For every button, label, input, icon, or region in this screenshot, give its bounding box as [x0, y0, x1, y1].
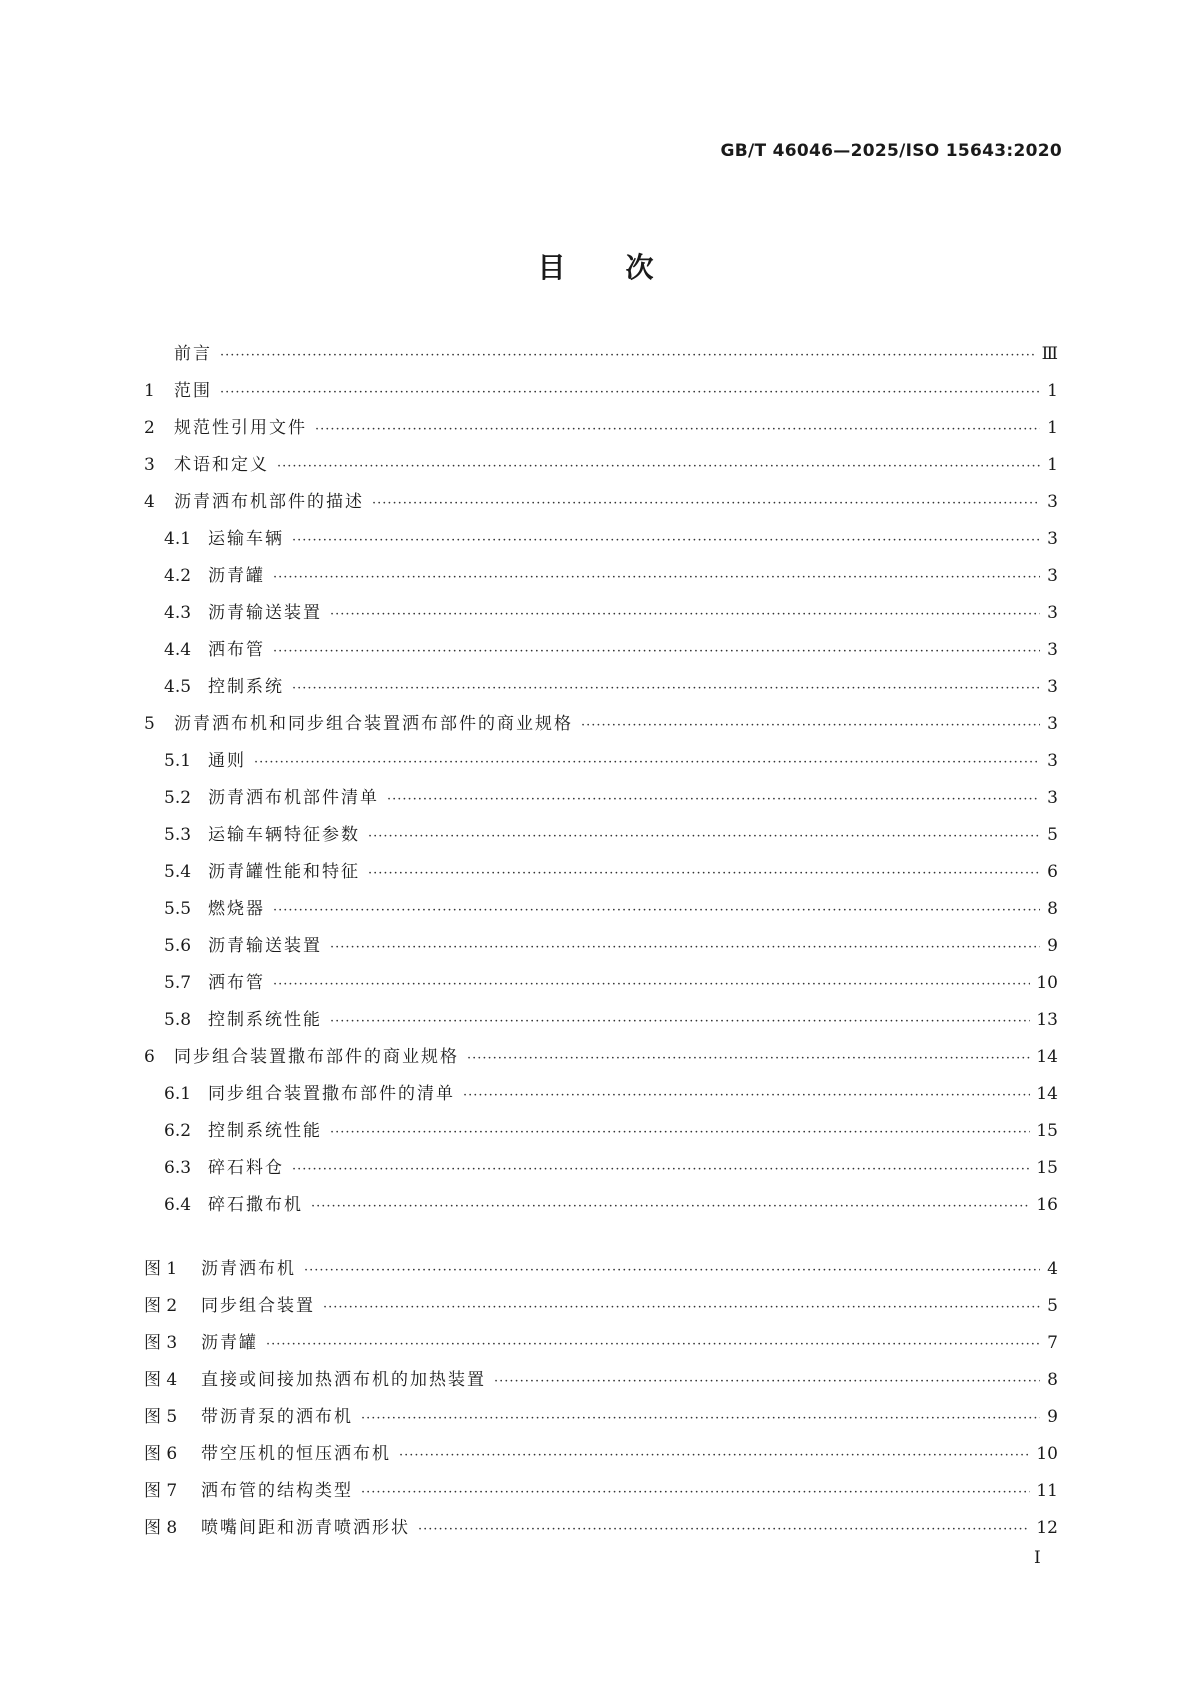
toc-entry-label: 同步组合装置撒布部件的清单 — [208, 1084, 455, 1104]
toc-figure-entry[interactable] — [144, 1365, 1058, 1402]
toc-entry-page: 13 — [1036, 1010, 1058, 1030]
toc-entry-label: 带沥青泵的洒布机 — [201, 1407, 353, 1427]
toc-entry-page: 1 — [1047, 381, 1058, 401]
page-number: I — [1034, 1548, 1041, 1568]
toc-entry-page: 3 — [1047, 677, 1058, 697]
toc-entry-number: 6.4 — [164, 1195, 192, 1215]
toc-entry-page: 15 — [1036, 1121, 1058, 1141]
toc-entry-number: 5 — [144, 714, 155, 734]
standard-code: GB/T 46046—2025/ISO 15643:2020 — [720, 141, 1062, 161]
toc-entry-number: 图 4 — [144, 1370, 178, 1390]
toc-leader-dots — [277, 459, 1040, 474]
toc-entry[interactable] — [144, 672, 1058, 709]
toc-entry-label: 带空压机的恒压洒布机 — [201, 1444, 391, 1464]
toc-entry[interactable] — [144, 413, 1058, 450]
toc-leader-dots — [330, 1125, 1030, 1140]
toc-leader-dots — [418, 1522, 1030, 1537]
toc-entry-label: 碎石撒布机 — [208, 1195, 303, 1215]
toc-entry-page: 1 — [1047, 455, 1058, 475]
toc-entry-number: 5.4 — [164, 862, 192, 882]
toc-entry-label: 运输车辆 — [208, 529, 284, 549]
toc-leader-dots — [266, 1337, 1040, 1352]
toc-leader-dots — [368, 829, 1040, 844]
toc-entry-page: 5 — [1047, 825, 1058, 845]
toc-leader-dots — [494, 1374, 1040, 1389]
toc-entry-page: 16 — [1036, 1195, 1058, 1215]
toc-entry[interactable] — [144, 894, 1058, 931]
toc-leader-dots — [372, 496, 1040, 511]
toc-entry-label: 直接或间接加热洒布机的加热装置 — [201, 1370, 486, 1390]
toc-entry-label: 前言 — [174, 344, 212, 364]
toc-entry-number: 3 — [144, 455, 155, 475]
toc-entry-page: 9 — [1047, 936, 1058, 956]
toc-leader-dots — [467, 1051, 1030, 1066]
toc-entry-label: 范围 — [174, 381, 212, 401]
toc-entry-label: 沥青罐 — [208, 566, 265, 586]
toc-entry-page: 6 — [1047, 862, 1058, 882]
toc-leader-dots — [315, 422, 1040, 437]
toc-entry[interactable] — [144, 820, 1058, 857]
toc-entry[interactable] — [144, 709, 1058, 746]
toc-leader-dots — [330, 940, 1040, 955]
toc-entry-page: 9 — [1047, 1407, 1058, 1427]
toc-entry[interactable] — [144, 1116, 1058, 1153]
toc-entry[interactable] — [144, 1005, 1058, 1042]
toc-leader-dots — [220, 385, 1040, 400]
toc-entry-label: 通则 — [208, 751, 246, 771]
toc-entry-number: 图 1 — [144, 1259, 178, 1279]
toc-entry-label: 同步组合装置撒布部件的商业规格 — [174, 1047, 459, 1067]
toc-entry-label: 运输车辆特征参数 — [208, 825, 360, 845]
toc-entry-number: 1 — [144, 381, 155, 401]
toc-entry-page: 3 — [1047, 529, 1058, 549]
toc-entry-number: 5.3 — [164, 825, 192, 845]
toc-leader-dots — [273, 977, 1030, 992]
toc-entry[interactable] — [144, 1079, 1058, 1116]
toc-leader-dots — [311, 1199, 1030, 1214]
toc-entry-page: 3 — [1047, 640, 1058, 660]
toc-entry-page: 8 — [1047, 899, 1058, 919]
toc-entry-number: 5.6 — [164, 936, 192, 956]
toc-leader-dots — [399, 1448, 1030, 1463]
toc-entry-label: 沥青洒布机和同步组合装置洒布部件的商业规格 — [174, 714, 573, 734]
toc-entry-number: 4.1 — [164, 529, 192, 549]
toc-entry-number: 6.1 — [164, 1084, 192, 1104]
toc-sections — [144, 339, 1058, 1227]
toc-entry-number: 图 6 — [144, 1444, 178, 1464]
toc-entry-number: 6.3 — [164, 1158, 192, 1178]
toc-entry-page: 3 — [1047, 603, 1058, 623]
toc-leader-dots — [254, 755, 1040, 770]
toc-entry-number: 5.1 — [164, 751, 192, 771]
toc-leader-dots — [292, 1162, 1030, 1177]
toc-leader-dots — [463, 1088, 1030, 1103]
toc-entry-label: 控制系统性能 — [208, 1010, 322, 1030]
toc-figure-entry[interactable] — [144, 1328, 1058, 1365]
toc-figure-entry[interactable] — [144, 1476, 1058, 1513]
toc-entry-number: 5.7 — [164, 973, 192, 993]
toc-entry-label: 燃烧器 — [208, 899, 265, 919]
toc-leader-dots — [220, 348, 1036, 363]
toc-entry-number: 5.2 — [164, 788, 192, 808]
toc-entry-label: 沥青输送装置 — [208, 936, 322, 956]
toc-entry[interactable] — [144, 783, 1058, 820]
toc-entry-page: 3 — [1047, 751, 1058, 771]
toc-entry[interactable] — [144, 561, 1058, 598]
toc-entry-number: 5.5 — [164, 899, 192, 919]
toc-entry-number: 6 — [144, 1047, 155, 1067]
toc-entry-number: 图 7 — [144, 1481, 178, 1501]
toc-entry-page: 5 — [1047, 1296, 1058, 1316]
toc-entry-number: 4.5 — [164, 677, 192, 697]
toc-figure-entry[interactable] — [144, 1402, 1058, 1439]
toc-entry[interactable] — [144, 1190, 1058, 1227]
toc-leader-dots — [273, 644, 1040, 659]
toc-entry[interactable] — [144, 746, 1058, 783]
toc-entry-number: 4.2 — [164, 566, 192, 586]
toc-figure-entry[interactable] — [144, 1439, 1058, 1476]
toc-entry-label: 喷嘴间距和沥青喷洒形状 — [201, 1518, 410, 1538]
toc-leader-dots — [273, 903, 1040, 918]
toc-entry-page: 12 — [1036, 1518, 1058, 1538]
toc-entry-page: 4 — [1047, 1259, 1058, 1279]
toc-entry-number: 图 3 — [144, 1333, 178, 1353]
toc-entry-number: 4 — [144, 492, 155, 512]
toc-entry-page: 11 — [1036, 1481, 1058, 1501]
toc-entry-number: 4.3 — [164, 603, 192, 623]
toc-entry-page: 3 — [1047, 492, 1058, 512]
toc-leader-dots — [368, 866, 1040, 881]
toc-entry[interactable] — [144, 635, 1058, 672]
toc-entry[interactable] — [144, 857, 1058, 894]
toc-entry-number: 图 8 — [144, 1518, 178, 1538]
toc-entry-page: 10 — [1036, 1444, 1058, 1464]
toc-leader-dots — [361, 1485, 1030, 1500]
toc-entry-page: 14 — [1036, 1047, 1058, 1067]
toc-leader-dots — [292, 533, 1040, 548]
toc-entry-number: 6.2 — [164, 1121, 192, 1141]
toc-entry-label: 洒布管 — [208, 973, 265, 993]
toc-entry-page: 1 — [1047, 418, 1058, 438]
toc-entry[interactable] — [144, 1153, 1058, 1190]
toc-entry-label: 碎石料仓 — [208, 1158, 284, 1178]
toc-entry-page: 10 — [1036, 973, 1058, 993]
toc-entry-number: 5.8 — [164, 1010, 192, 1030]
toc-leader-dots — [361, 1411, 1040, 1426]
toc-figure-entry[interactable] — [144, 1291, 1058, 1328]
toc-entry-label: 洒布管 — [208, 640, 265, 660]
toc-entry-label: 沥青罐 — [201, 1333, 258, 1353]
toc-entry-number: 4.4 — [164, 640, 192, 660]
toc-entry-page: 15 — [1036, 1158, 1058, 1178]
toc-entry-page: 8 — [1047, 1370, 1058, 1390]
toc-figure-entry[interactable] — [144, 1254, 1058, 1291]
toc-entry[interactable] — [144, 1042, 1058, 1079]
toc-entry[interactable] — [144, 968, 1058, 1005]
toc-entry-label: 术语和定义 — [174, 455, 269, 475]
toc-entry-label: 规范性引用文件 — [174, 418, 307, 438]
toc-leader-dots — [387, 792, 1040, 807]
toc-entry-page: 3 — [1047, 566, 1058, 586]
toc-entry-page: 7 — [1047, 1333, 1058, 1353]
toc-leader-dots — [292, 681, 1040, 696]
toc-entry-label: 沥青输送装置 — [208, 603, 322, 623]
toc-leader-dots — [330, 1014, 1030, 1029]
toc-entry-label: 沥青罐性能和特征 — [208, 862, 360, 882]
toc-leader-dots — [323, 1300, 1040, 1315]
toc-entry[interactable] — [144, 598, 1058, 635]
toc-entry[interactable] — [144, 487, 1058, 524]
toc-entry-label: 洒布管的结构类型 — [201, 1481, 353, 1501]
toc-entry-page: 3 — [1047, 714, 1058, 734]
toc-entry-number: 2 — [144, 418, 155, 438]
toc-entry-label: 控制系统性能 — [208, 1121, 322, 1141]
page-title: 目次 — [537, 251, 714, 284]
toc-leader-dots — [273, 570, 1040, 585]
toc-entry-number: 图 2 — [144, 1296, 178, 1316]
toc-entry[interactable] — [144, 524, 1058, 561]
toc-leader-dots — [581, 718, 1040, 733]
toc-entry-page: Ⅲ — [1041, 344, 1058, 364]
toc-entry-page: 14 — [1036, 1084, 1058, 1104]
toc-entry[interactable] — [144, 931, 1058, 968]
toc-entry[interactable] — [144, 376, 1058, 413]
toc-entry-page: 3 — [1047, 788, 1058, 808]
toc-figures — [144, 1254, 1058, 1550]
toc-entry[interactable] — [144, 339, 1058, 376]
toc-entry[interactable] — [144, 450, 1058, 487]
toc-figure-entry[interactable] — [144, 1513, 1058, 1550]
toc-entry-label: 同步组合装置 — [201, 1296, 315, 1316]
toc-entry-label: 沥青洒布机部件清单 — [208, 788, 379, 808]
toc-entry-label: 沥青洒布机 — [201, 1259, 296, 1279]
toc-leader-dots — [304, 1263, 1040, 1278]
toc-entry-number: 图 5 — [144, 1407, 178, 1427]
toc-entry-label: 控制系统 — [208, 677, 284, 697]
toc-entry-label: 沥青洒布机部件的描述 — [174, 492, 364, 512]
toc-leader-dots — [330, 607, 1040, 622]
